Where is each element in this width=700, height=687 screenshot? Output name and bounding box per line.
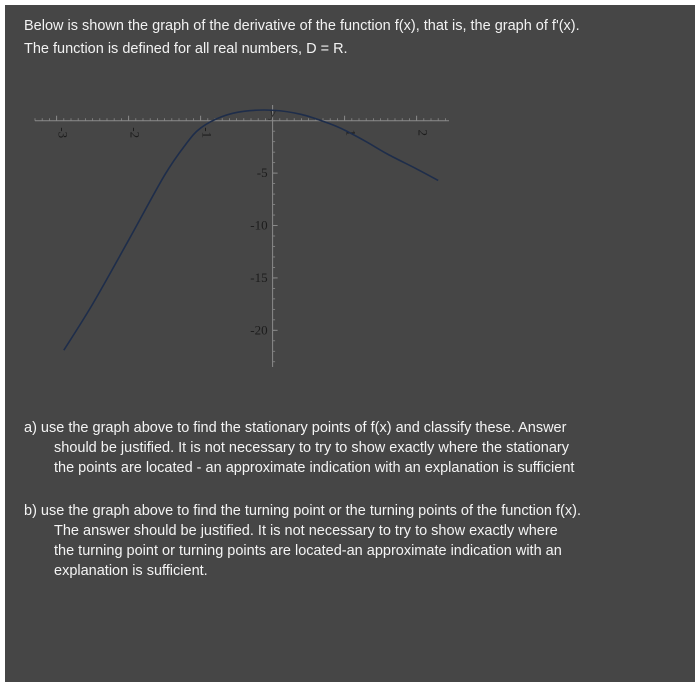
question-panel	[5, 5, 695, 682]
question-b-line-1: b) use the graph above to find the turning point or the turning points of the function f(x).	[24, 503, 581, 519]
question-b-line-2: The answer should be justified. It is not necessary to try to show exactly where	[54, 523, 558, 539]
question-a-line-1: a) use the graph above to find the stationary points of f(x) and classify these. Answer	[24, 420, 567, 436]
axes	[35, 105, 449, 367]
x-tick-label: 1	[343, 129, 359, 136]
question-a-line-2: should be justified. It is not necessary to try to show exactly where the stationary	[54, 440, 570, 456]
question-a-line-3: the points are located - an approximate indication with an explanation is sufficient	[54, 460, 575, 476]
x-tick-label: -1	[199, 127, 215, 139]
intro-line-1: Below is shown the graph of the derivative of the function f(x), that is, the graph of f'(x).	[24, 18, 580, 34]
question-b-line-3: the turning point or turning points are located-an approximate indication with an	[54, 543, 562, 559]
x-tick-label: -3	[55, 127, 71, 139]
intro-line-2: The function is defined for all real numbers, D = R.	[24, 41, 348, 57]
question-b	[24, 501, 684, 581]
y-tick-label: -10	[250, 217, 268, 233]
tick-labels	[56, 106, 431, 337]
x-tick-label: 2	[415, 129, 431, 136]
question-b-line-4: explanation is sufficient.	[54, 563, 208, 579]
y-axis-label: y	[269, 106, 276, 121]
y-tick-label: -20	[250, 322, 268, 338]
y-tick-label: -15	[250, 269, 268, 285]
x-tick-label: -2	[127, 127, 143, 139]
question-a	[24, 418, 684, 478]
y-tick-label: -5	[256, 165, 268, 181]
tick-marks	[35, 110, 445, 362]
